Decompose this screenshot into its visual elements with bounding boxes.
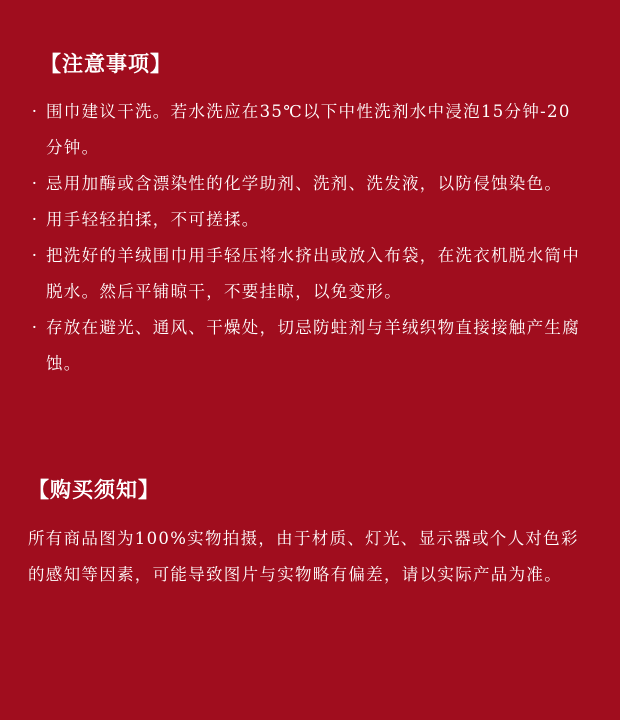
bullet-dot: · xyxy=(31,246,39,265)
bullet-dot: · xyxy=(31,210,39,229)
purchase-section-title: 【购买须知】 xyxy=(28,477,160,502)
notes-item-text: 存放在避光、通风、干燥处，切忌防蛀剂与羊绒织物直接接触产生腐蚀。 xyxy=(46,318,580,373)
notes-item-dry-clean xyxy=(28,94,588,166)
notes-item-avoid-enzymes xyxy=(28,166,588,202)
notes-item-text: 用手轻轻拍揉，不可搓揉。 xyxy=(46,210,260,229)
bullet-dot: · xyxy=(31,174,39,193)
notes-item-pat-gently xyxy=(28,202,588,238)
notes-item-text: 忌用加酶或含漂染性的化学助剂、洗剂、洗发液，以防侵蚀染色。 xyxy=(46,174,563,193)
bullet-dot: · xyxy=(31,102,39,121)
notes-item-text: 把洗好的羊绒围巾用手轻压将水挤出或放入布袋，在洗衣机脱水筒中脱水。然后平铺晾干，不要挂晾，以免变形。 xyxy=(46,246,580,301)
notes-list xyxy=(28,94,588,382)
notes-item-storage xyxy=(28,310,588,382)
purchase-notice-text: 所有商品图为100%实物拍摄，由于材质、灯光、显示器或个人对色彩的感知等因素，可能导致图片与实物略有偏差，请以实际产品为准。 xyxy=(28,529,579,584)
notes-section-title: 【注意事项】 xyxy=(40,51,172,76)
notes-item-text: 围巾建议干洗。若水洗应在35℃以下中性洗剂水中浸泡15分钟-20分钟。 xyxy=(46,102,571,157)
bullet-dot: · xyxy=(31,318,39,337)
notes-item-drying xyxy=(28,238,588,310)
